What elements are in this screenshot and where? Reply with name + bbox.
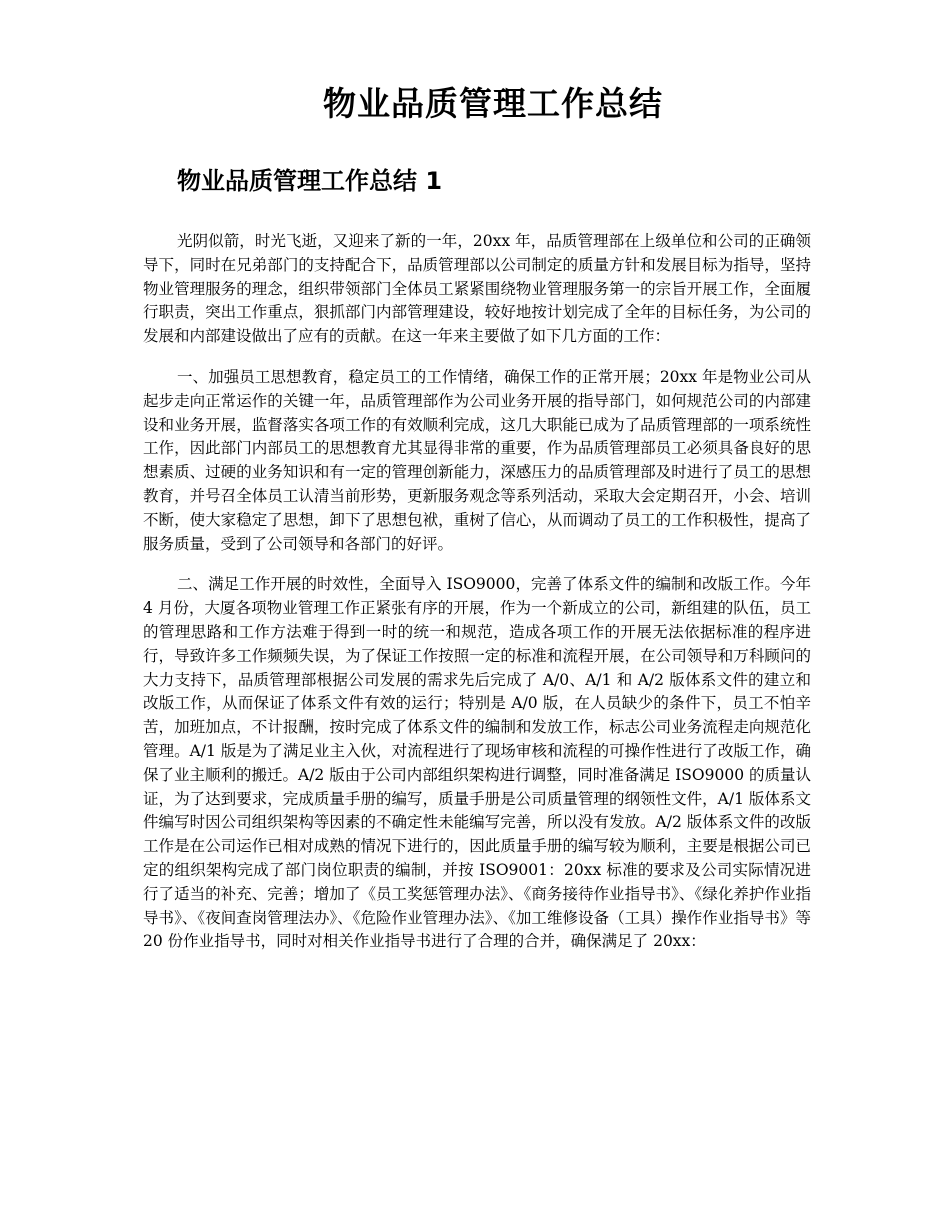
document-body — [143, 230, 811, 971]
document-title: 物业品质管理工作总结 — [323, 84, 663, 123]
paragraph-intro: 光阴似箭，时光飞逝，又迎来了新的一年，20xx 年，品质管理部在上级单位和公司的正确领导下，同时在兄弟部门的支持配合下，品质管理部以公司制定的质量方针和发展目标为指导，坚持物业管理服务的理念，组织带领部门全体员工紧紧围绕物业管理服务第一的宗旨开展工作，全面履行职责，突出工作重点，狠抓部门内部管理建设，较好地按计划完成了全年的目标任务，为公司的发展和内部建设做出了应有的贡献。在这一年来主要做了如下几方面的工作： — [143, 232, 811, 346]
paragraph-point-one: 一、加强员工思想教育，稳定员工的工作情绪，确保工作的正常开展；20xx 年是物业公司从起步走向正常运作的关键一年，品质管理部作为公司业务开展的指导部门，如何规范公司的内部建设和业务开展，监督落实各项工作的有效顺利完成，这几大职能已成为了品质管理部的一项系统性工作，因此部门内部员工的思想教育尤其显得非常的重要，作为品质管理部员工必须具备良好的思想素质、过硬的业务知识和有一定的管理创新能力，深感压力的品质管理部及时进行了员工的思想教育，并号召全体员工认清当前形势，更新服务观念等系列活动，采取大会定期召开，小会、培训不断，使大家稳定了思想，卸下了思想包袱，重树了信心，从而调动了员工的工作积极性，提高了服务质量，受到了公司领导和各部门的好评。 — [143, 367, 811, 553]
section-title: 物业品质管理工作总结 1 — [177, 167, 443, 195]
paragraph-point-two: 二、满足工作开展的时效性，全面导入 ISO9000，完善了体系文件的编制和改版工作。今年 4 月份，大厦各项物业管理工作正紧张有序的开展，作为一个新成立的公司，新组建的队伍，员工的管理思路和工作方法难于得到一时的统一和规范，造成各项工作的开展无法依据标准的程序进行，导致许多工作频频失误，为了保证工作按照一定的标准和流程开展，在公司领导和万科顾问的大力支持下，品质管理部根据公司发展的需求先后完成了 A/0、A/1 和 A/2 版体系文件的建立和改版工作，从而保证了体系文件有效的运行；特别是 A/0 版，在人员缺少的条件下，员工不怕辛苦，加班加点，不计报酬，按时完成了体系文件的编制和发放工作，标志公司业务流程走向规范化管理。A/1 版是为了满足业主入伙，对流程进行了现场审核和流程的可操作性进行了改版工作，确保了业主顺利的搬迁。A/2 版由于公司内部组织架构进行调整，同时准备满足 ISO9000 的质量认证，为了达到要求，完成质量手册的编写，质量手册是公司质量管理的纲领性文件，A/1 版体系文件编写时因公司组织架构等因素的不确定性未能编写完善，所以没有发放。A/2 版体系文件的改版工作是在公司运作已相对成熟的情况下进行的，因此质量手册的编写较为顺利，主要是根据公司已定的组织架构完成了部门岗位职责的编制，并按 ISO9001：20xx 标准的要求及公司实际情况进行了适当的补充、完善；增加了《员工奖惩管理办法》、《商务接待作业指导书》、《绿化养护作业指导书》、《夜间查岗管理法办》、《危险作业管理办法》、《加工维修设备（工具）操作作业指导书》等 20 份作业指导书，同时对相关作业指导书进行了合理的合并，确保满足了 20xx： — [143, 575, 811, 951]
